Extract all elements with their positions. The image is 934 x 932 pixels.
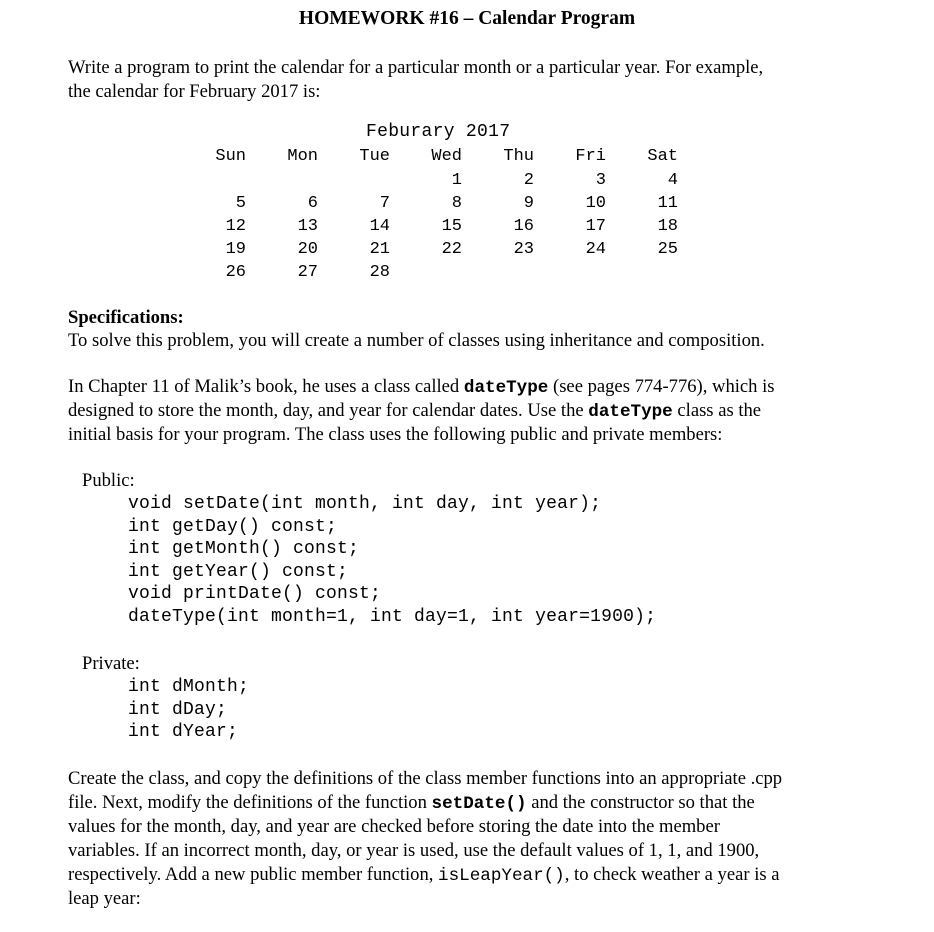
- weekday-header: Mon: [287, 147, 318, 166]
- chapter-line-1: [68, 375, 775, 400]
- calendar-day: 3: [595, 171, 606, 190]
- closing-text: and the constructor so that the: [526, 792, 755, 813]
- weekday-header: Wed: [431, 147, 462, 166]
- calendar-day: 6: [307, 194, 318, 213]
- code-line: void setDate(int month, int day, int year);: [128, 494, 602, 514]
- calendar-day: 2: [523, 171, 534, 190]
- weekday-header: Fri: [575, 147, 606, 166]
- specifications-heading: Specifications:: [68, 307, 184, 328]
- closing-text: , to check weather a year is a: [564, 864, 780, 885]
- code-line: int dMonth;: [128, 677, 250, 697]
- chapter-text: (see pages 774-776), which is: [548, 376, 775, 397]
- calendar-day: 27: [297, 263, 318, 282]
- chapter-text: class as the: [672, 400, 762, 421]
- calendar-day: 22: [441, 240, 462, 259]
- chapter-line-2: [68, 399, 761, 424]
- calendar-day: 19: [225, 240, 246, 259]
- weekday-header: Sat: [647, 147, 678, 166]
- page-title: HOMEWORK #16 – Calendar Program: [298, 8, 636, 29]
- code-setdate: setDate(): [431, 794, 527, 814]
- closing-line-4: variables. If an incorrect month, day, or year is used, use the default values of 1, 1, and 1900,: [68, 840, 760, 861]
- calendar-day: 4: [667, 171, 678, 190]
- calendar-day: 17: [585, 217, 606, 236]
- calendar-day: 12: [225, 217, 246, 236]
- code-line: void printDate() const;: [128, 584, 382, 605]
- intro-line-2: the calendar for February 2017 is:: [68, 81, 321, 102]
- calendar-day: 5: [235, 194, 246, 213]
- calendar-day: 25: [657, 240, 678, 259]
- calendar-day: 18: [657, 217, 678, 236]
- calendar-day: 23: [513, 240, 534, 259]
- code-line: int getMonth() const;: [128, 539, 360, 560]
- closing-line-6: leap year:: [68, 888, 141, 909]
- calendar-day: 9: [523, 194, 534, 213]
- calendar-day: 7: [379, 194, 390, 213]
- code-line: int dDay;: [128, 699, 228, 720]
- calendar-day: 21: [369, 240, 390, 259]
- closing-line-3: values for the month, day, and year are checked before storing the date into the member: [68, 816, 720, 837]
- weekday-header: Sun: [215, 147, 246, 166]
- calendar-day: 11: [657, 194, 678, 213]
- chapter-text: In Chapter 11 of Malik’s book, he uses a class called: [68, 376, 464, 397]
- calendar-day: 1: [451, 171, 462, 190]
- calendar-day: 15: [441, 217, 462, 236]
- closing-line-2: [68, 791, 755, 816]
- calendar-day: 13: [297, 217, 318, 236]
- code-line: int getDay() const;: [128, 516, 338, 537]
- chapter-text: designed to store the month, day, and year for calendar dates. Use the: [68, 400, 589, 421]
- calendar-day: 10: [585, 194, 606, 213]
- calendar-title: Feburary 2017: [366, 122, 511, 142]
- calendar-day: 16: [513, 217, 534, 236]
- calendar-day: 14: [369, 217, 390, 236]
- code-datetype: dateType: [588, 402, 673, 422]
- code-line: dateType(int month=1, int day=1, int year=1900);: [128, 607, 657, 627]
- calendar-day: 26: [225, 263, 246, 282]
- weekday-header: Thu: [503, 147, 534, 166]
- calendar-day: 24: [585, 240, 606, 259]
- chapter-line-3: initial basis for your program. The class uses the following public and private members:: [68, 424, 723, 445]
- closing-line-1: Create the class, and copy the definitions of the class member functions into an appropriate .cpp: [68, 768, 783, 789]
- private-label: Private:: [82, 653, 140, 674]
- code-datetype: dateType: [463, 378, 549, 398]
- public-label: Public:: [82, 470, 135, 491]
- code-isleapyear: isLeapYear(): [438, 866, 565, 886]
- closing-text: file. Next, modify the definitions of the function: [68, 792, 432, 813]
- code-line: int dYear;: [128, 722, 239, 743]
- intro-line-1: Write a program to print the calendar for a particular month or a particular year. For example,: [68, 57, 764, 78]
- calendar-day: 8: [451, 194, 462, 213]
- code-line: int getYear() const;: [128, 561, 349, 582]
- calendar-day: 20: [297, 240, 318, 259]
- closing-line-5: [68, 863, 780, 888]
- closing-text: respectively. Add a new public member function,: [68, 864, 439, 885]
- calendar-day: 28: [369, 263, 390, 282]
- specifications-text: To solve this problem, you will create a number of classes using inheritance and composition.: [68, 330, 765, 351]
- weekday-header: Tue: [359, 147, 390, 166]
